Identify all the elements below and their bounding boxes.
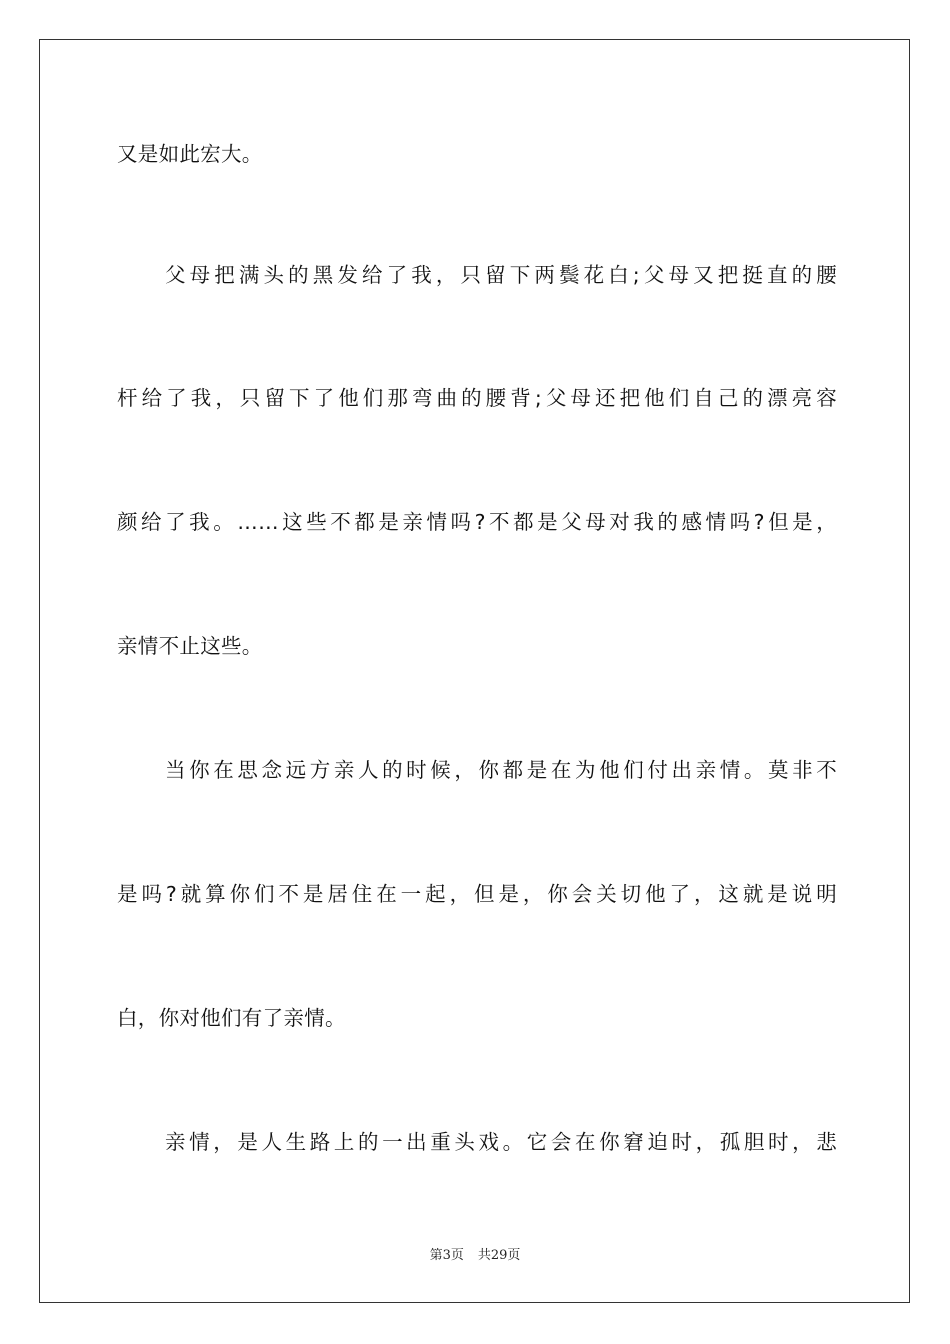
page-footer: [0, 1247, 950, 1265]
paragraph-line: 亲情不止这些。: [117, 634, 263, 658]
page-total: 共29页: [477, 1248, 521, 1263]
paragraph-line: 杆给了我，只留下了他们那弯曲的腰背;父母还把他们自己的漂亮容: [117, 386, 837, 410]
paragraph-line: 亲情，是人生路上的一出重头戏。它会在你窘迫时，孤胆时，悲: [165, 1130, 837, 1154]
paragraph-line: 又是如此宏大。: [117, 142, 263, 166]
page-border: [39, 39, 910, 1303]
paragraph-line: 颜给了我。……这些不都是亲情吗?不都是父母对我的感情吗?但是，: [117, 510, 837, 534]
paragraph-line: 白，你对他们有了亲情。: [117, 1006, 346, 1030]
paragraph-line: 父母把满头的黑发给了我，只留下两鬓花白;父母又把挺直的腰: [165, 263, 837, 287]
paragraph-line: 是吗?就算你们不是居住在一起，但是，你会关切他了，这就是说明: [117, 882, 837, 906]
page-number: 第3页: [429, 1248, 464, 1263]
paragraph-line: 当你在思念远方亲人的时候，你都是在为他们付出亲情。莫非不: [165, 758, 837, 782]
